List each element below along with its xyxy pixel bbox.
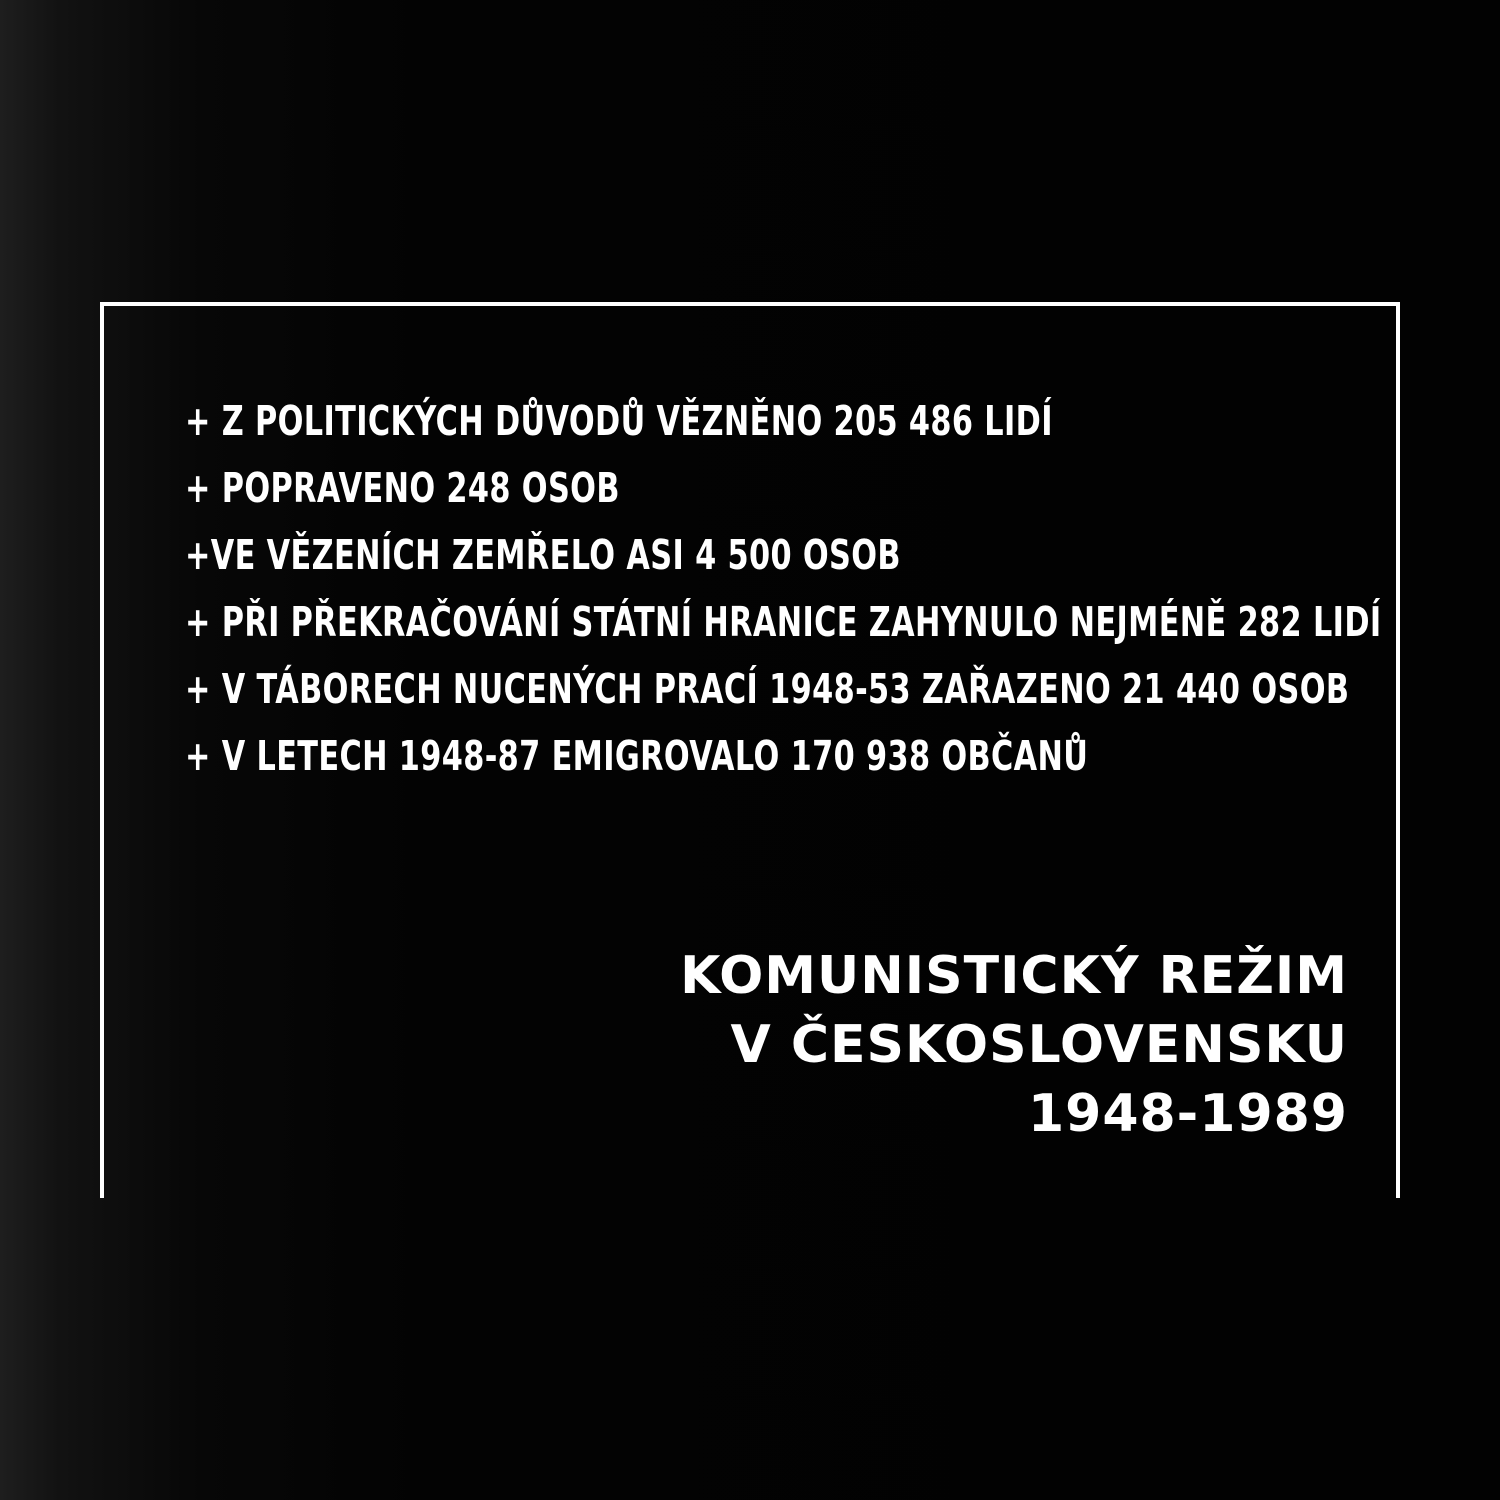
stat-emigrated: + V LETECH 1948-87 EMIGROVALO 170 938 OBČANŮ [185,732,1089,780]
stats-list [185,388,1382,790]
stat-executed: + POPRAVENO 248 OSOB [185,464,620,512]
stat-died-in-prisons: +VE VĚZENÍCH ZEMŘELO ASI 4 500 OSOB [185,531,901,579]
caption-block [448,942,1348,1149]
caption-line-years: 1948-1989 [1027,1084,1348,1144]
stat-died-at-border: + PŘI PŘEKRAČOVÁNÍ STÁTNÍ HRANICE ZAHYNULO NEJMÉNĚ 282 LIDÍ [185,598,1382,646]
stat-labor-camps: + V TÁBORECH NUCENÝCH PRACÍ 1948-53 ZAŘAZENO 21 440 OSOB [185,665,1350,713]
caption-line-country: V ČESKOSLOVENSKU [730,1015,1348,1075]
stat-imprisoned: + Z POLITICKÝCH DŮVODŮ VĚZNĚNO 205 486 LIDÍ [185,397,1053,445]
caption-line-regime: KOMUNISTICKÝ REŽIM [680,946,1348,1006]
